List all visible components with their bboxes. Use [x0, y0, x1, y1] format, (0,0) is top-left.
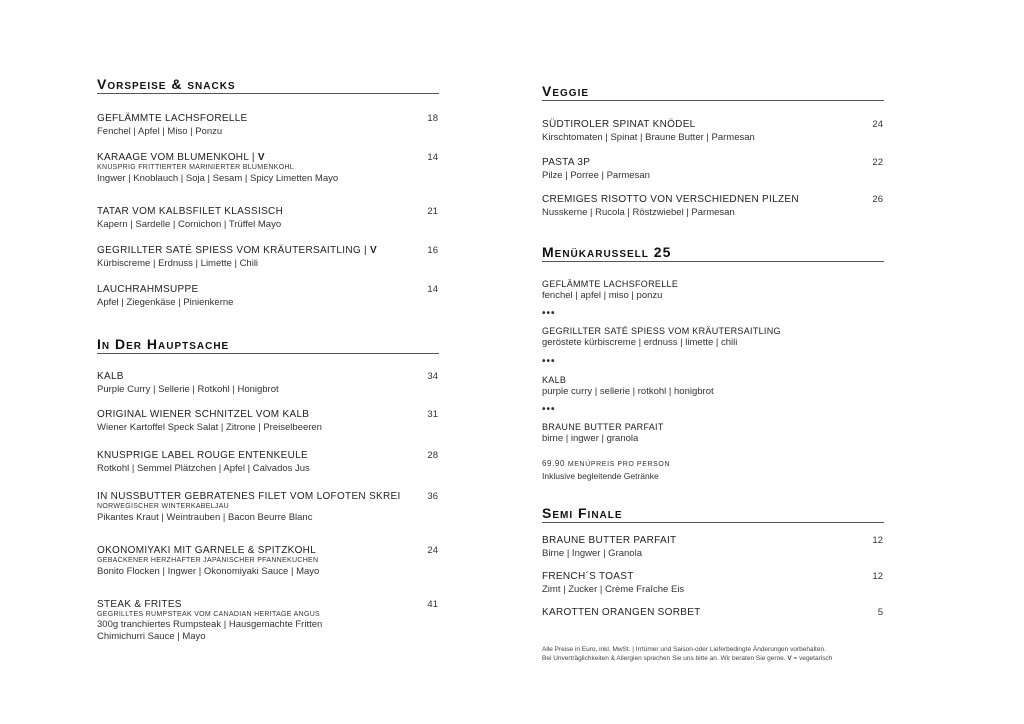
menu-item [97, 371, 439, 395]
menu-item [542, 157, 884, 181]
vegetarian-mark: V [787, 655, 792, 662]
item-description: Ingwer | Knoblauch | Soja | Sesam | Spicy Limetten Mayo [97, 173, 339, 184]
item-description: Chimichurri Sauce | Mayo [97, 631, 206, 642]
menu-item [97, 409, 439, 433]
item-description: Zimt | Zucker | Crème Fraîche Eis [542, 584, 685, 595]
section-title-semi-finale: Semi Finale [542, 505, 884, 523]
item-name: KNUSPRIGE LABEL ROUGE ENTENKEULE [97, 450, 308, 461]
item-subtitle: NORWEGISCHER WINTERKABELJAU [97, 503, 230, 510]
footer-line-prices: Alle Preise in Euro, inkl. MwSt. | Irrtümer und Saison-oder Lieferbedingte Änderungen vorbehalten. [542, 646, 826, 653]
set-menu-course [542, 375, 884, 397]
set-menu-course [542, 422, 884, 444]
item-price: 36 [427, 491, 438, 502]
item-name: IN NUSSBUTTER GEBRATENES FILET VOM LOFOTEN SKREI [97, 491, 401, 502]
menu-item [97, 206, 439, 230]
item-name: GEGRILLTER SATÉ SPIESS VOM KRÄUTERSAITLING [542, 326, 781, 336]
item-description: birne | ingwer | granola [542, 433, 639, 444]
menu-item [542, 607, 884, 618]
item-subtitle: GEBACKENER HERZHAFTER JAPANISCHER PFANNEKUCHEN [97, 557, 319, 564]
item-description: Birne | Ingwer | Granola [542, 548, 642, 559]
item-description: Pilze | Porree | Parmesan [542, 170, 650, 181]
set-menu-note: Inklusive begleitende Getränke [542, 471, 659, 481]
item-price: 12 [872, 535, 883, 546]
menu-item [97, 245, 439, 269]
item-name: SÜDTIROLER SPINAT KNÖDEL [542, 119, 696, 130]
item-name: GEFLÄMMTE LACHSFORELLE [97, 113, 248, 124]
item-description: Nusskerne | Rucola | Röstzwiebel | Parmesan [542, 207, 735, 218]
menu-item [97, 450, 439, 474]
vegetarian-mark: V [257, 152, 265, 163]
item-name: TATAR VOM KALBSFILET KLASSISCH [97, 206, 284, 217]
footer-notes [542, 645, 832, 663]
item-price: 14 [427, 284, 438, 295]
set-menu-course [542, 326, 884, 348]
menu-item [97, 113, 439, 137]
course-separator: ••• [542, 404, 556, 415]
item-price: 22 [872, 157, 883, 168]
item-name: KALB [97, 371, 124, 382]
item-description: fenchel | apfel | miso | ponzu [542, 290, 663, 301]
item-price: 24 [872, 119, 883, 130]
course-separator: ••• [542, 308, 556, 319]
item-name: ORIGINAL WIENER SCHNITZEL VOM KALB [97, 409, 310, 420]
item-name: OKONOMIYAKI MIT GARNELE & SPITZKOHL [97, 545, 317, 556]
price-value: 69.90 [542, 459, 566, 468]
price-label: MENÜPREIS PRO PERSON [567, 461, 671, 468]
section-title-menuekarussell: Menükarussell 25 [542, 244, 884, 262]
section-title-vorspeise: Vorspeise & snacks [97, 76, 439, 94]
menu-item [97, 545, 439, 577]
item-name: GEFLÄMMTE LACHSFORELLE [542, 279, 679, 289]
item-description: Purple Curry | Sellerie | Rotkohl | Honigbrot [97, 384, 279, 395]
item-price: 24 [427, 545, 438, 556]
item-description: Wiener Kartoffel Speck Salat | Zitrone | Preiselbeeren [97, 422, 322, 433]
menu-item [542, 571, 884, 595]
menu-item [97, 491, 439, 523]
menu-item [97, 152, 439, 184]
vegetarian-mark: V [370, 245, 377, 256]
item-price: 14 [427, 152, 438, 163]
item-price: 34 [427, 371, 438, 382]
item-price: 41 [427, 599, 438, 610]
item-description: Pikantes Kraut | Weintrauben | Bacon Beurre Blanc [97, 512, 313, 523]
item-name: KAROTTEN ORANGEN SORBET [542, 607, 701, 618]
item-name: CREMIGES RISOTTO VON VERSCHIEDNEN PILZEN [542, 194, 799, 205]
section-title-hauptsache: In Der Hauptsache [97, 336, 439, 354]
item-price: 28 [427, 450, 438, 461]
item-price: 18 [427, 113, 438, 124]
footer-line-allergies: Bei Unverträglichkeiten & Allergien sprechen Sie uns bitte an. Wir beraten Sie gerne. V = vegetarisch [542, 655, 833, 662]
item-name: BRAUNE BUTTER PARFAIT [542, 422, 664, 432]
menu-item [97, 599, 439, 642]
item-description: 300g tranchiertes Rumpsteak | Hausgemachte Fritten [97, 619, 323, 630]
item-subtitle: KNUSPRIG FRITTIERTER MARINIERTER BLUMENKOHL [97, 164, 294, 171]
item-name: BRAUNE BUTTER PARFAIT [542, 535, 677, 546]
item-price: 16 [427, 245, 438, 256]
item-name: LAUCHRAHMSUPPE [97, 284, 199, 295]
set-menu-price [542, 459, 884, 481]
item-description: Fenchel | Apfel | Miso | Ponzu [97, 126, 223, 137]
item-description: Kapern | Sardelle | Cornichon | Trüffel Mayo [97, 219, 282, 230]
item-price: 12 [872, 571, 883, 582]
item-name: STEAK & FRITES [97, 599, 182, 610]
course-separator: ••• [542, 356, 556, 367]
item-description: Rotkohl | Semmel Plätzchen | Apfel | Calvados Jus [97, 463, 310, 474]
item-price: 31 [427, 409, 438, 420]
menu-item [542, 119, 884, 143]
item-description: Bonito Flocken | Ingwer | Okonomiyaki Sauce | Mayo [97, 566, 320, 577]
item-description: Kirschtomaten | Spinat | Braune Butter | Parmesan [542, 132, 755, 143]
item-price: 21 [427, 206, 438, 217]
item-name: KARAAGE VOM BLUMENKOHL | V [97, 152, 265, 163]
item-name: FRENCH´S TOAST [542, 571, 634, 582]
item-price: 5 [877, 607, 883, 618]
set-menu-course [542, 279, 884, 301]
item-description: Apfel | Ziegenkäse | Pinienkerne [97, 297, 234, 308]
item-name: GEGRILLTER SATÉ SPIESS VOM KRÄUTERSAITLING | V [97, 245, 377, 256]
item-price: 26 [872, 194, 883, 205]
item-subtitle: GEGRILLTES RUMPSTEAK VOM CANADIAN HERITAGE ANGUS [97, 611, 321, 618]
set-menu-price-line [542, 459, 884, 468]
menu-item [97, 284, 439, 308]
menu-item [542, 535, 884, 559]
item-name: KALB [542, 375, 567, 385]
item-name: PASTA 3P [542, 157, 591, 168]
menu-item [542, 194, 884, 218]
item-description: Kürbiscreme | Erdnuss | Limette | Chili [97, 258, 259, 269]
item-description: purple curry | sellerie | rotkohl | honigbrot [542, 386, 714, 397]
section-title-veggie: Veggie [542, 83, 884, 101]
item-description: geröstete kürbiscreme | erdnuss | limette | chili [542, 337, 738, 348]
